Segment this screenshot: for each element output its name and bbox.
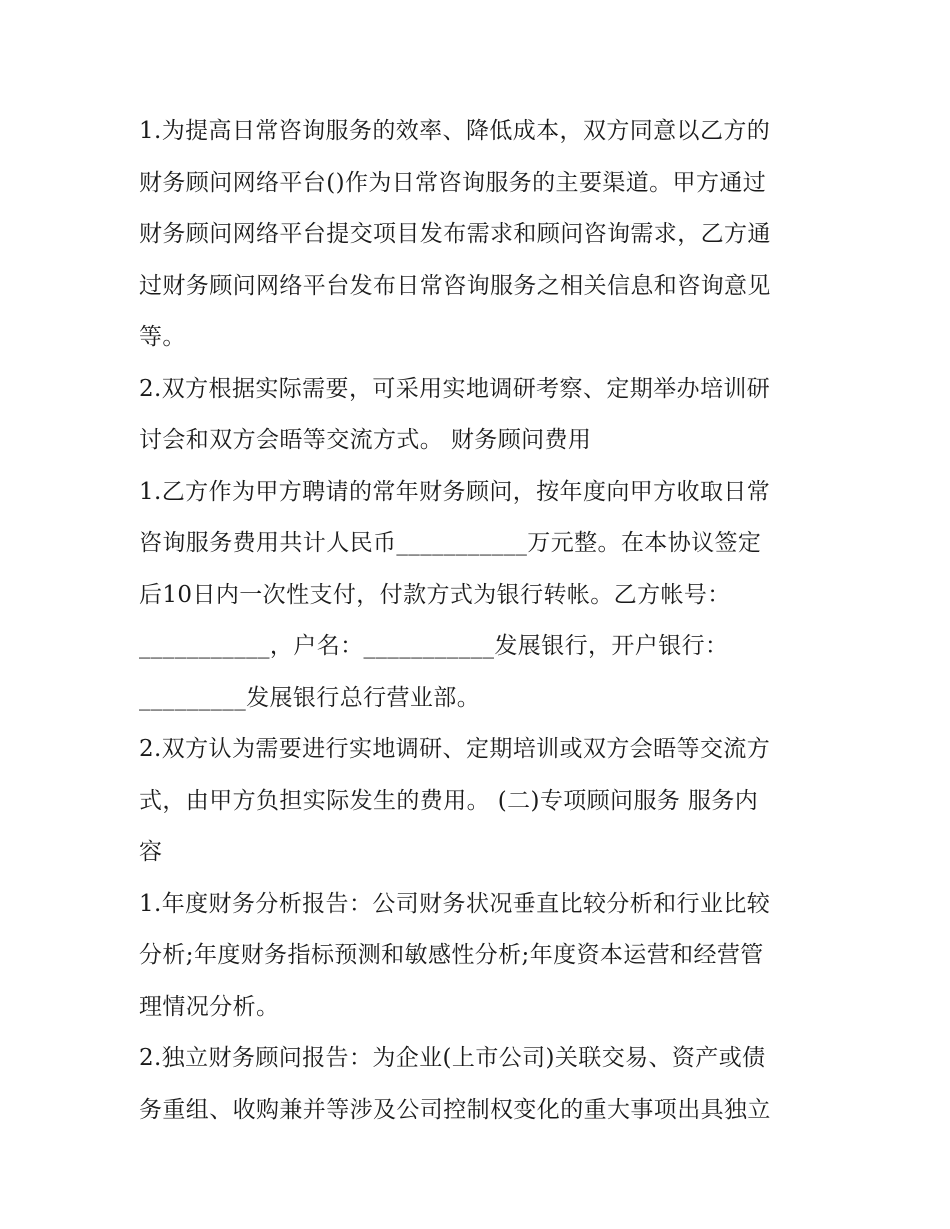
- text-line: 2.独立财务顾问报告：为企业(上市公司)关联交易、资产或债: [139, 1045, 766, 1071]
- text-line: _________发展银行总行营业部。: [139, 684, 481, 711]
- paragraph-advisory-fee: [139, 467, 819, 725]
- paragraph-independent-advisor-report: [139, 1033, 819, 1136]
- document-body: [139, 106, 819, 1136]
- text-line: 容: [139, 839, 163, 865]
- paragraph-communication-methods: [139, 364, 819, 467]
- text-line: 等。: [139, 324, 186, 350]
- text-line: 务重组、收购兼并等涉及公司控制权变化的重大事项出具独立: [139, 1096, 771, 1123]
- text-line: 财务顾问网络平台提交项目发布需求和顾问咨询需求，乙方通: [139, 221, 771, 247]
- text-line: 分析;年度财务指标预测和敏感性分析;年度资本运营和经营管: [139, 942, 764, 968]
- text-line: 式，由甲方负担实际发生的费用。 (二)专项顾问服务 服务内: [139, 787, 759, 814]
- text-line: 1.年度财务分析报告：公司财务状况垂直比较分析和行业比较: [139, 890, 771, 917]
- text-line: 讨会和双方会晤等交流方式。 财务顾问费用: [139, 427, 592, 453]
- text-line: 过财务顾问网络平台发布日常咨询服务之相关信息和咨询意见: [139, 272, 771, 299]
- paragraph-expenses-and-special-services: [139, 724, 819, 879]
- text-line: 2.双方根据实际需要，可采用实地调研考察、定期举办培训研: [139, 375, 771, 402]
- text-line: ___________，户名：___________发展银行，开户银行：: [139, 633, 729, 659]
- text-line: 理情况分析。: [139, 993, 280, 1020]
- paragraph-annual-financial-report: [139, 879, 819, 1034]
- text-line: 后10日内一次性支付，付款方式为银行转帐。乙方帐号：: [139, 581, 731, 608]
- text-line: 财务顾问网络平台()作为日常咨询服务的主要渠道。甲方通过: [139, 169, 767, 196]
- text-line: 咨询服务费用共计人民币___________万元整。在本协议签定: [139, 530, 762, 556]
- paragraph-daily-consulting-platform: [139, 106, 819, 364]
- text-line: 1.为提高日常咨询服务的效率、降低成本，双方同意以乙方的: [139, 118, 771, 144]
- text-line: 1.乙方作为甲方聘请的常年财务顾问，按年度向甲方收取日常: [139, 478, 771, 505]
- text-line: 2.双方认为需要进行实地调研、定期培训或双方会晤等交流方: [139, 736, 771, 762]
